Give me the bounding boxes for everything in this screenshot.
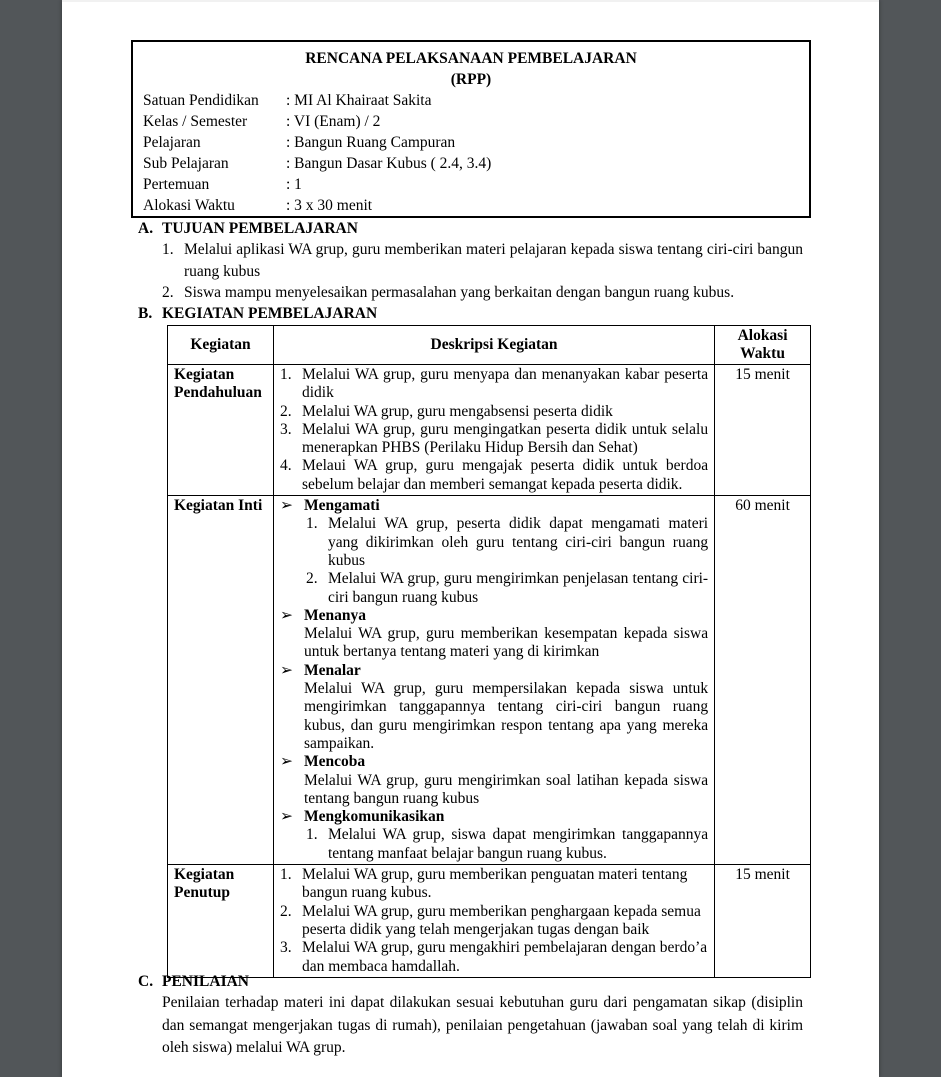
list-item	[304, 826, 708, 863]
phase-mengamati	[278, 497, 708, 515]
waktu-cell: 15 menit	[715, 865, 811, 978]
item-text: Melalui WA grup, guru memberikan penghargaan kepada semua peserta didik yang telah mengerjakan tugas dengan baik	[301, 902, 701, 938]
item-text: Melalui WA grup, guru mengabsensi peserta didik	[301, 402, 613, 420]
list-item	[304, 570, 708, 607]
list-item	[278, 939, 708, 976]
phase-title: Menalar	[303, 661, 361, 679]
waktu-cell: 15 menit	[715, 365, 811, 496]
col-header-kegiatan: Kegiatan	[168, 326, 274, 365]
phase-menanya	[278, 607, 708, 625]
document-page	[62, 0, 879, 1077]
phase-mengkomunikasikan	[278, 808, 708, 826]
phase-mencoba	[278, 753, 708, 771]
kegiatan-table	[167, 325, 811, 978]
phase-menalar	[278, 662, 708, 680]
deskripsi-cell	[273, 365, 714, 496]
phase-title: Mengkomunikasikan	[303, 808, 445, 826]
table-header-row	[168, 326, 811, 365]
arrow-bullet-icon: ➢	[279, 606, 293, 624]
item-number: 3.	[279, 939, 292, 957]
item-text: Melalui WA grup, guru menyapa dan menanyakan kabar peserta didik	[301, 366, 709, 402]
table-row	[168, 365, 811, 496]
waktu-cell: 60 menit	[715, 496, 811, 865]
section-letter: C.	[138, 973, 154, 990]
item-number: 3.	[279, 420, 292, 438]
arrow-bullet-icon: ➢	[279, 753, 293, 771]
phase-text: Melalui WA grup, guru mempersilakan kepada siswa untuk mengirimkan tanggapannya tentang ciri-ciri bangun ruang kubus, dan guru mengirimkan respon tentang apa yang mereka sampaikan.	[303, 680, 709, 752]
tujuan-list	[162, 239, 803, 304]
item-text: Melalui WA grup, guru mengirimkan penjelasan tentang ciri-ciri bangun ruang kubus	[327, 570, 709, 606]
meta-label: Pelajaran	[143, 134, 201, 151]
phase-list	[278, 826, 708, 863]
list-item	[278, 866, 708, 903]
item-number: 1.	[162, 241, 174, 258]
section-c-heading	[138, 972, 249, 992]
page-edge	[62, 0, 879, 2]
kegiatan-cell: Kegiatan Pendahuluan	[168, 365, 274, 496]
section-letter: B.	[138, 305, 153, 322]
item-text: Melalui WA grup, guru mengingatkan peserta didik untuk selalu menerapkan PHBS (Perilaku Hidup Bersih dan Sehat)	[301, 420, 709, 457]
arrow-bullet-icon: ➢	[279, 661, 293, 679]
meta-value: : VI (Enam) / 2	[286, 113, 381, 130]
meta-row-kelas	[143, 111, 799, 132]
meta-row-alokasi	[143, 195, 799, 216]
arrow-bullet-icon: ➢	[279, 808, 293, 826]
phase-title: Mencoba	[303, 753, 366, 771]
section-a-heading	[138, 219, 358, 239]
deskripsi-cell	[273, 496, 714, 865]
item-number: 1.	[305, 515, 318, 533]
item-number: 2.	[162, 284, 174, 301]
list-item	[278, 457, 708, 494]
meta-value: : 1	[286, 176, 302, 193]
item-number: 2.	[305, 570, 318, 588]
meta-value: : Bangun Dasar Kubus ( 2.4, 3.4)	[286, 155, 492, 172]
phase-text: Melalui WA grup, guru mengirimkan soal latihan kepada siswa tentang bangun ruang kubus	[303, 771, 709, 807]
list-item	[304, 515, 708, 570]
deskripsi-cell	[273, 865, 714, 978]
item-text: Melalui WA grup, peserta didik dapat mengamati materi yang dikirimkan oleh guru tentang ciri-ciri bangun ruang kubus	[327, 515, 709, 569]
section-title: PENILAIAN	[162, 973, 249, 990]
doc-title: RENCANA PELAKSANAAN PEMBELAJARAN	[305, 50, 637, 67]
col-header-deskripsi: Deskripsi Kegiatan	[273, 326, 714, 365]
section-title: KEGIATAN PEMBELAJARAN	[162, 305, 378, 322]
item-text: Melaui WA grup, guru mengajak peserta didik untuk berdoa sebelum belajar dan memberi semangat kepada peserta didik.	[301, 457, 709, 493]
table-row	[168, 496, 811, 865]
item-number: 1.	[305, 826, 318, 844]
section-letter: A.	[138, 220, 154, 237]
doc-subtitle: (RPP)	[450, 71, 492, 88]
phase-list	[278, 515, 708, 606]
meta-label: Kelas / Semester	[143, 113, 248, 130]
item-number: 2.	[279, 902, 292, 920]
list-item	[278, 366, 708, 403]
phase-title: Mengamati	[303, 497, 380, 515]
item-number: 2.	[279, 402, 292, 420]
kegiatan-cell: Kegiatan Inti	[168, 496, 274, 865]
section-title: TUJUAN PEMBELAJARAN	[162, 220, 358, 237]
phase-title: Menanya	[303, 606, 366, 624]
meta-value: : MI Al Khairaat Sakita	[286, 92, 432, 109]
list-item	[278, 421, 708, 458]
meta-row-satuan	[143, 90, 799, 111]
list-item	[162, 282, 803, 304]
list-item	[278, 403, 708, 421]
meta-label: Sub Pelajaran	[143, 155, 229, 172]
meta-label: Alokasi Waktu	[143, 197, 235, 214]
list-item	[278, 903, 708, 940]
meta-label: Pertemuan	[143, 176, 210, 193]
meta-row-pelajaran	[143, 132, 799, 153]
section-b-heading	[138, 304, 377, 324]
arrow-bullet-icon: ➢	[279, 497, 293, 515]
item-text: Melalui WA grup, guru mengakhiri pembelajaran dengan berdo’a dan membaca hamdallah.	[301, 939, 708, 975]
list-item	[162, 239, 803, 282]
item-text: Melalui WA grup, siswa dapat mengirimkan tanggapannya tentang manfaat belajar bangun ruang kubus.	[327, 826, 709, 862]
penilaian-paragraph: Penilaian terhadap materi ini dapat dilakukan sesuai kebutuhan guru dari pengamatan sikap (disiplin dan semangat mengerjakan tugas di rumah), penilaian pengetahuan (jawaban soal yang telah di kirim oleh siswa) melalui WA grup.	[162, 994, 803, 1056]
meta-label: Satuan Pendidikan	[143, 92, 259, 109]
meta-value: : 3 x 30 menit	[286, 197, 373, 214]
phase-text: Melalui WA grup, guru memberikan kesempatan kepada siswa untuk bertanya tentang materi yang di kirimkan	[303, 625, 709, 661]
col-header-alokasi: Alokasi Waktu	[715, 326, 811, 365]
item-number: 4.	[279, 457, 292, 475]
rpp-header-box	[131, 40, 811, 218]
meta-row-pertemuan	[143, 174, 799, 195]
item-text: Siswa mampu menyelesaikan permasalahan yang berkaitan dengan bangun ruang kubus.	[184, 284, 735, 301]
table-row	[168, 865, 811, 978]
item-text: Melalui WA grup, guru memberikan penguatan materi tentang bangun ruang kubus.	[301, 866, 688, 902]
meta-row-sub-pelajaran	[143, 153, 799, 174]
kegiatan-cell: Kegiatan Penutup	[168, 865, 274, 978]
item-number: 1.	[279, 866, 292, 884]
meta-value: : Bangun Ruang Campuran	[286, 134, 456, 151]
item-text: Melalui aplikasi WA grup, guru memberikan materi pelajaran kepada siswa tentang ciri-ciri bangun ruang kubus	[184, 241, 803, 280]
item-number: 1.	[279, 366, 292, 383]
